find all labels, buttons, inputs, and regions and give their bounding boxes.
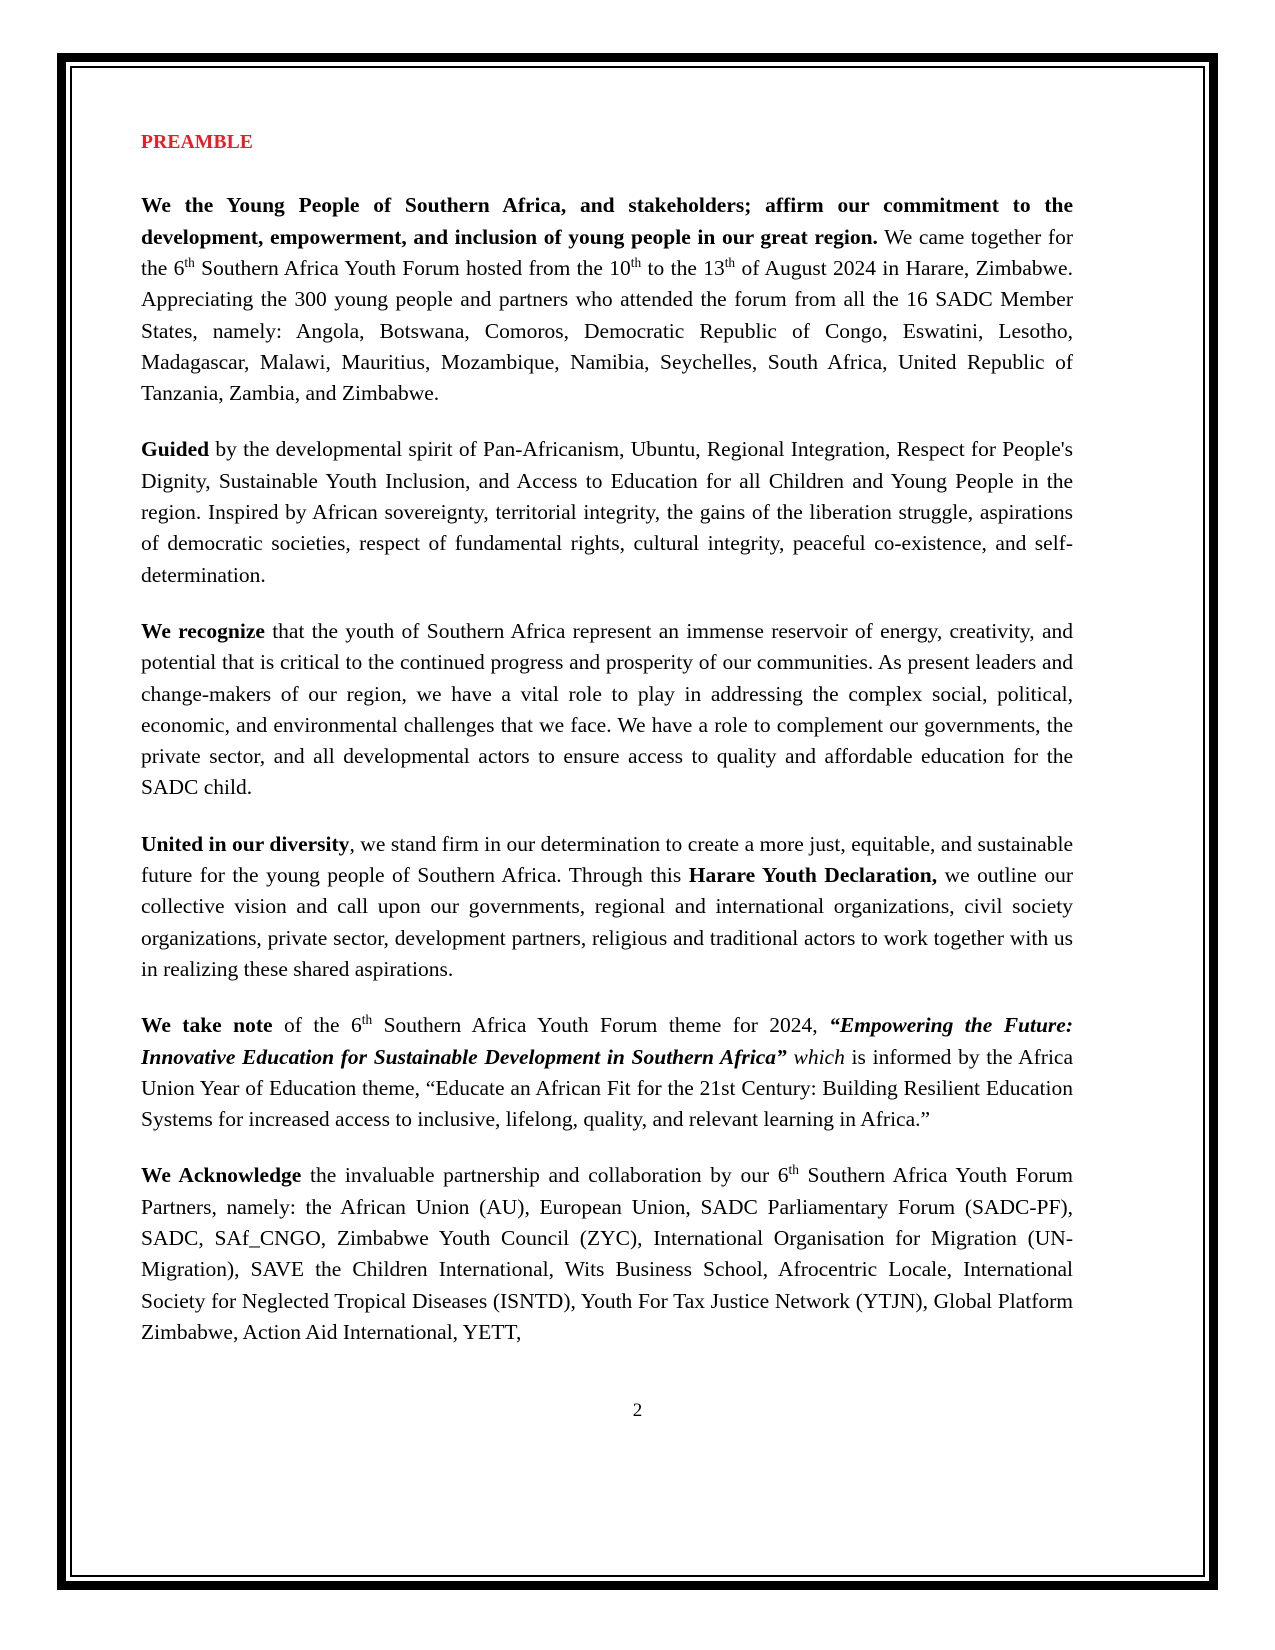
declaration-name-bold: Harare Youth Declaration,	[688, 863, 938, 888]
paragraph-text: Southern Africa Youth Forum hosted from the	[194, 255, 610, 280]
paragraph-text: We came together for the	[141, 224, 1073, 280]
paragraph-text: we outline our collective vision and call upon our governments, regional and international organizations, civil society organizations, private sector, development partners, religious and traditional actors to work together with us in realizing these shared aspirations.	[141, 863, 1073, 981]
document-body	[141, 131, 1073, 1348]
paragraph-text: Southern Africa Youth Forum Partners, namely: the African Union (AU), European Union, SADC Parliamentary Forum (SADC-PF), SADC, SAf_CNGO, Zimbabwe Youth Council (ZYC), International Organisation for Migration (UN-Migration), SAVE the Children International, Wits Business School, Afrocentric Locale, International Society for Neglected Tropical Diseases (ISNTD), Youth For Tax Justice Network (YTJN), Global Platform Zimbabwe, Action Aid International, YETT,	[141, 1163, 1073, 1344]
ordinal-number: 6	[351, 1013, 362, 1038]
ordinal-number: 6	[777, 1163, 789, 1188]
which-italic: which	[786, 1044, 845, 1069]
paragraph-we-take-note	[141, 1010, 1073, 1135]
paragraph-lead-bold: We recognize	[141, 618, 265, 643]
paragraph-text: of the	[272, 1013, 352, 1038]
ordinal-number: 13	[703, 255, 725, 280]
paragraph-text: , we stand firm in our determination to create a more just, equitable, and sustainable future for the young people of Southern Africa. Through this	[141, 831, 1073, 888]
paragraph-lead-bold: Guided	[141, 437, 210, 462]
ordinal-suffix: th	[788, 1162, 799, 1178]
paragraph-united-in-diversity	[141, 829, 1073, 985]
ordinal-suffix: th	[630, 254, 642, 270]
paragraph-text: is informed by the Africa Union Year of Education theme, “Educate an African Fit for the 21st Century: Building Resilient Education Systems for increased access to inclusive, lifelong, quality, and relevant learning in Africa.”	[141, 1044, 1073, 1132]
paragraph-preamble-intro	[141, 190, 1073, 409]
paragraph-lead-bold: United in our diversity	[141, 831, 350, 856]
forum-theme-quote: “Empowering the Future: Innovative Education for Sustainable Development in Southern Africa”	[141, 1013, 1073, 1069]
paragraph-text: to the	[641, 255, 704, 280]
ordinal-suffix: th	[184, 254, 195, 270]
ordinal-number: 6	[173, 255, 185, 280]
paragraph-text: the invaluable partnership and collaboration by our	[301, 1163, 778, 1188]
page-number-footer: 2	[632, 1400, 643, 1421]
ordinal-number: 10	[609, 255, 631, 280]
paragraph-text: Southern Africa Youth Forum theme for 2024,	[372, 1013, 830, 1038]
paragraph-lead-bold: We Acknowledge	[141, 1163, 302, 1188]
paragraph-text: by the developmental spirit of Pan-Africanism, Ubuntu, Regional Integration, Respect for People's Dignity, Sustainable Youth Inclusion, and Access to Education for all Children and Young People in the region. Inspired by African sovereignty, territorial integrity, the gains of the liberation struggle, aspirations of democratic societies, respect of fundamental rights, cultural integrity, peaceful co-existence, and self-determination.	[141, 437, 1073, 587]
paragraph-text: that the youth of Southern Africa represent an immense reservoir of energy, creativity, and potential that is critical to the continued progress and prosperity of our communities. As present leaders and change-makers of our region, we have a vital role to play in addressing the complex social, political, economic, and environmental challenges that we face. We have a role to complement our governments, the private sector, and all developmental actors to ensure access to quality and affordable education for the SADC child.	[141, 618, 1073, 800]
page-title: PREAMBLE	[141, 132, 254, 153]
paragraph-guided	[141, 434, 1073, 590]
paragraph-lead-bold: We take note	[141, 1013, 273, 1038]
paragraph-text: of August 2024 in Harare, Zimbabwe. Appreciating the 300 young people and partners who attended the forum from all the 16 SADC Member States, namely: Angola, Botswana, Comoros, Democratic Republic of Congo, Eswatini, Lesotho, Madagascar, Malawi, Mauritius, Mozambique, Namibia, Seychelles, South Africa, United Republic of Tanzania, Zambia, and Zimbabwe.	[141, 255, 1073, 406]
paragraph-we-acknowledge	[141, 1160, 1073, 1348]
paragraph-we-recognize	[141, 616, 1073, 804]
ordinal-suffix: th	[724, 254, 736, 270]
paragraph-lead-bold: We the Young People of Southern Africa, and stakeholders; affirm our commitment to the development, empowerment, and inclusion of young people in our great region.	[141, 193, 1073, 249]
ordinal-suffix: th	[361, 1012, 373, 1028]
